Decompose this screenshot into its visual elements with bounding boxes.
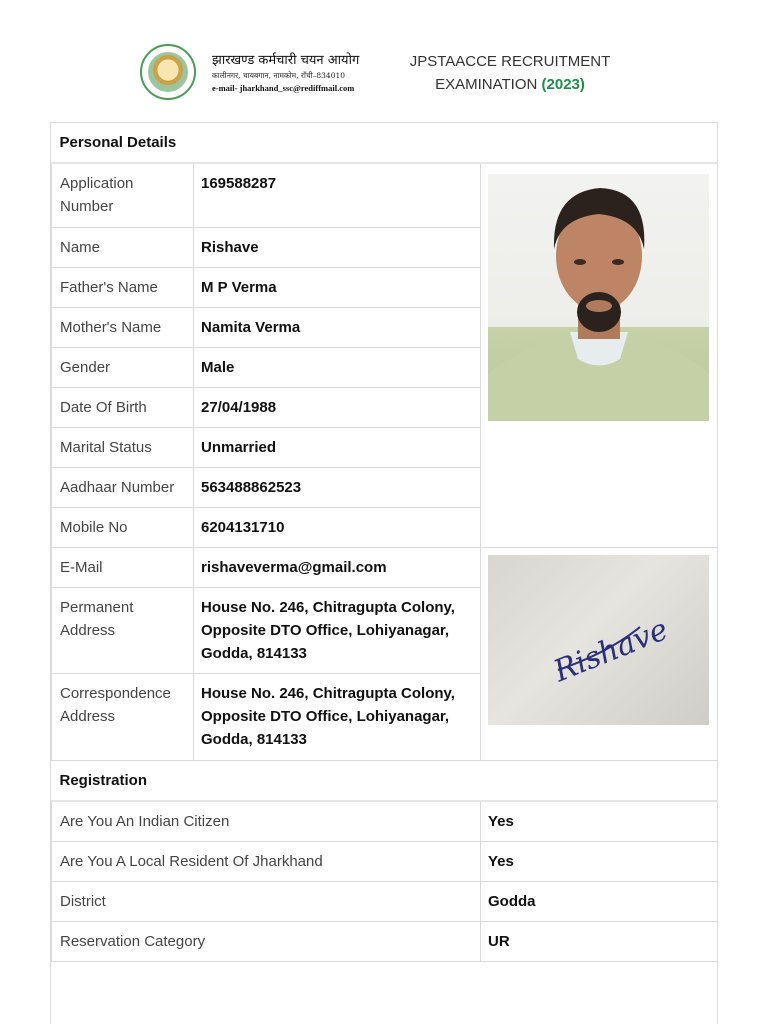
page-header bbox=[0, 0, 768, 122]
marital-status-value: Unmarried bbox=[194, 427, 481, 467]
commission-emblem-icon bbox=[140, 44, 196, 100]
indian-citizen-value: Yes bbox=[481, 801, 718, 842]
local-resident-label: Are You A Local Resident Of Jharkhand bbox=[52, 841, 481, 881]
applicant-photo bbox=[488, 174, 709, 421]
personal-details-table bbox=[51, 123, 718, 761]
personal-details-heading: Personal Details bbox=[52, 123, 718, 163]
indian-citizen-label: Are You An Indian Citizen bbox=[52, 801, 481, 842]
marital-status-label: Marital Status bbox=[52, 427, 194, 467]
permanent-address-label: Permanent Address bbox=[52, 587, 194, 673]
registration-heading: Registration bbox=[52, 761, 718, 801]
name-value: Rishave bbox=[194, 227, 481, 267]
mother-name-label: Mother's Name bbox=[52, 307, 194, 347]
email-value: rishaveverma@gmail.com bbox=[194, 547, 481, 587]
gender-label: Gender bbox=[52, 347, 194, 387]
applicant-signature bbox=[488, 555, 709, 725]
district-value: Godda bbox=[481, 881, 718, 921]
local-resident-value: Yes bbox=[481, 841, 718, 881]
application-card bbox=[50, 122, 718, 1024]
aadhaar-label: Aadhaar Number bbox=[52, 467, 194, 507]
mobile-value: 6204131710 bbox=[194, 507, 481, 547]
mobile-label: Mobile No bbox=[52, 507, 194, 547]
gender-value: Male bbox=[194, 347, 481, 387]
organization-email: e-mail- jharkhand_ssc@rediffmail.com bbox=[212, 83, 355, 93]
application-number-value: 169588287 bbox=[194, 163, 481, 227]
correspondence-address-value: House No. 246, Chitragupta Colony, Opposite DTO Office, Lohiyanagar, Godda, 814133 bbox=[194, 673, 481, 760]
organization-name: झारखण्ड कर्मचारी चयन आयोग bbox=[212, 53, 360, 68]
application-number-label: Application Number bbox=[52, 163, 194, 227]
exam-title-line1: JPSTAACCE RECRUITMENT bbox=[409, 53, 611, 70]
exam-year: (2023) bbox=[541, 76, 585, 93]
name-label: Name bbox=[52, 227, 194, 267]
mother-name-value: Namita Verma bbox=[194, 307, 481, 347]
permanent-address-value: House No. 246, Chitragupta Colony, Opposite DTO Office, Lohiyanagar, Godda, 814133 bbox=[194, 587, 481, 673]
reservation-category-value: UR bbox=[481, 921, 718, 961]
dob-value: 27/04/1988 bbox=[194, 387, 481, 427]
dob-label: Date Of Birth bbox=[52, 387, 194, 427]
email-label: E-Mail bbox=[52, 547, 194, 587]
aadhaar-value: 563488862523 bbox=[194, 467, 481, 507]
organization-address: कालीनगर, चायबगान, नामकोम, राँची–834010 bbox=[212, 71, 346, 80]
exam-title bbox=[400, 50, 620, 96]
father-name-label: Father's Name bbox=[52, 267, 194, 307]
registration-table bbox=[51, 761, 718, 994]
exam-title-line2: EXAMINATION bbox=[435, 76, 538, 93]
reservation-category-label: Reservation Category bbox=[52, 921, 481, 961]
father-name-value: M P Verma bbox=[194, 267, 481, 307]
correspondence-address-label: Correspondence Address bbox=[52, 673, 194, 760]
organization-block bbox=[212, 50, 392, 93]
signature-cell bbox=[481, 547, 718, 760]
photo-cell bbox=[481, 163, 718, 547]
signature-text: Rishave bbox=[548, 611, 673, 689]
district-label: District bbox=[52, 881, 481, 921]
